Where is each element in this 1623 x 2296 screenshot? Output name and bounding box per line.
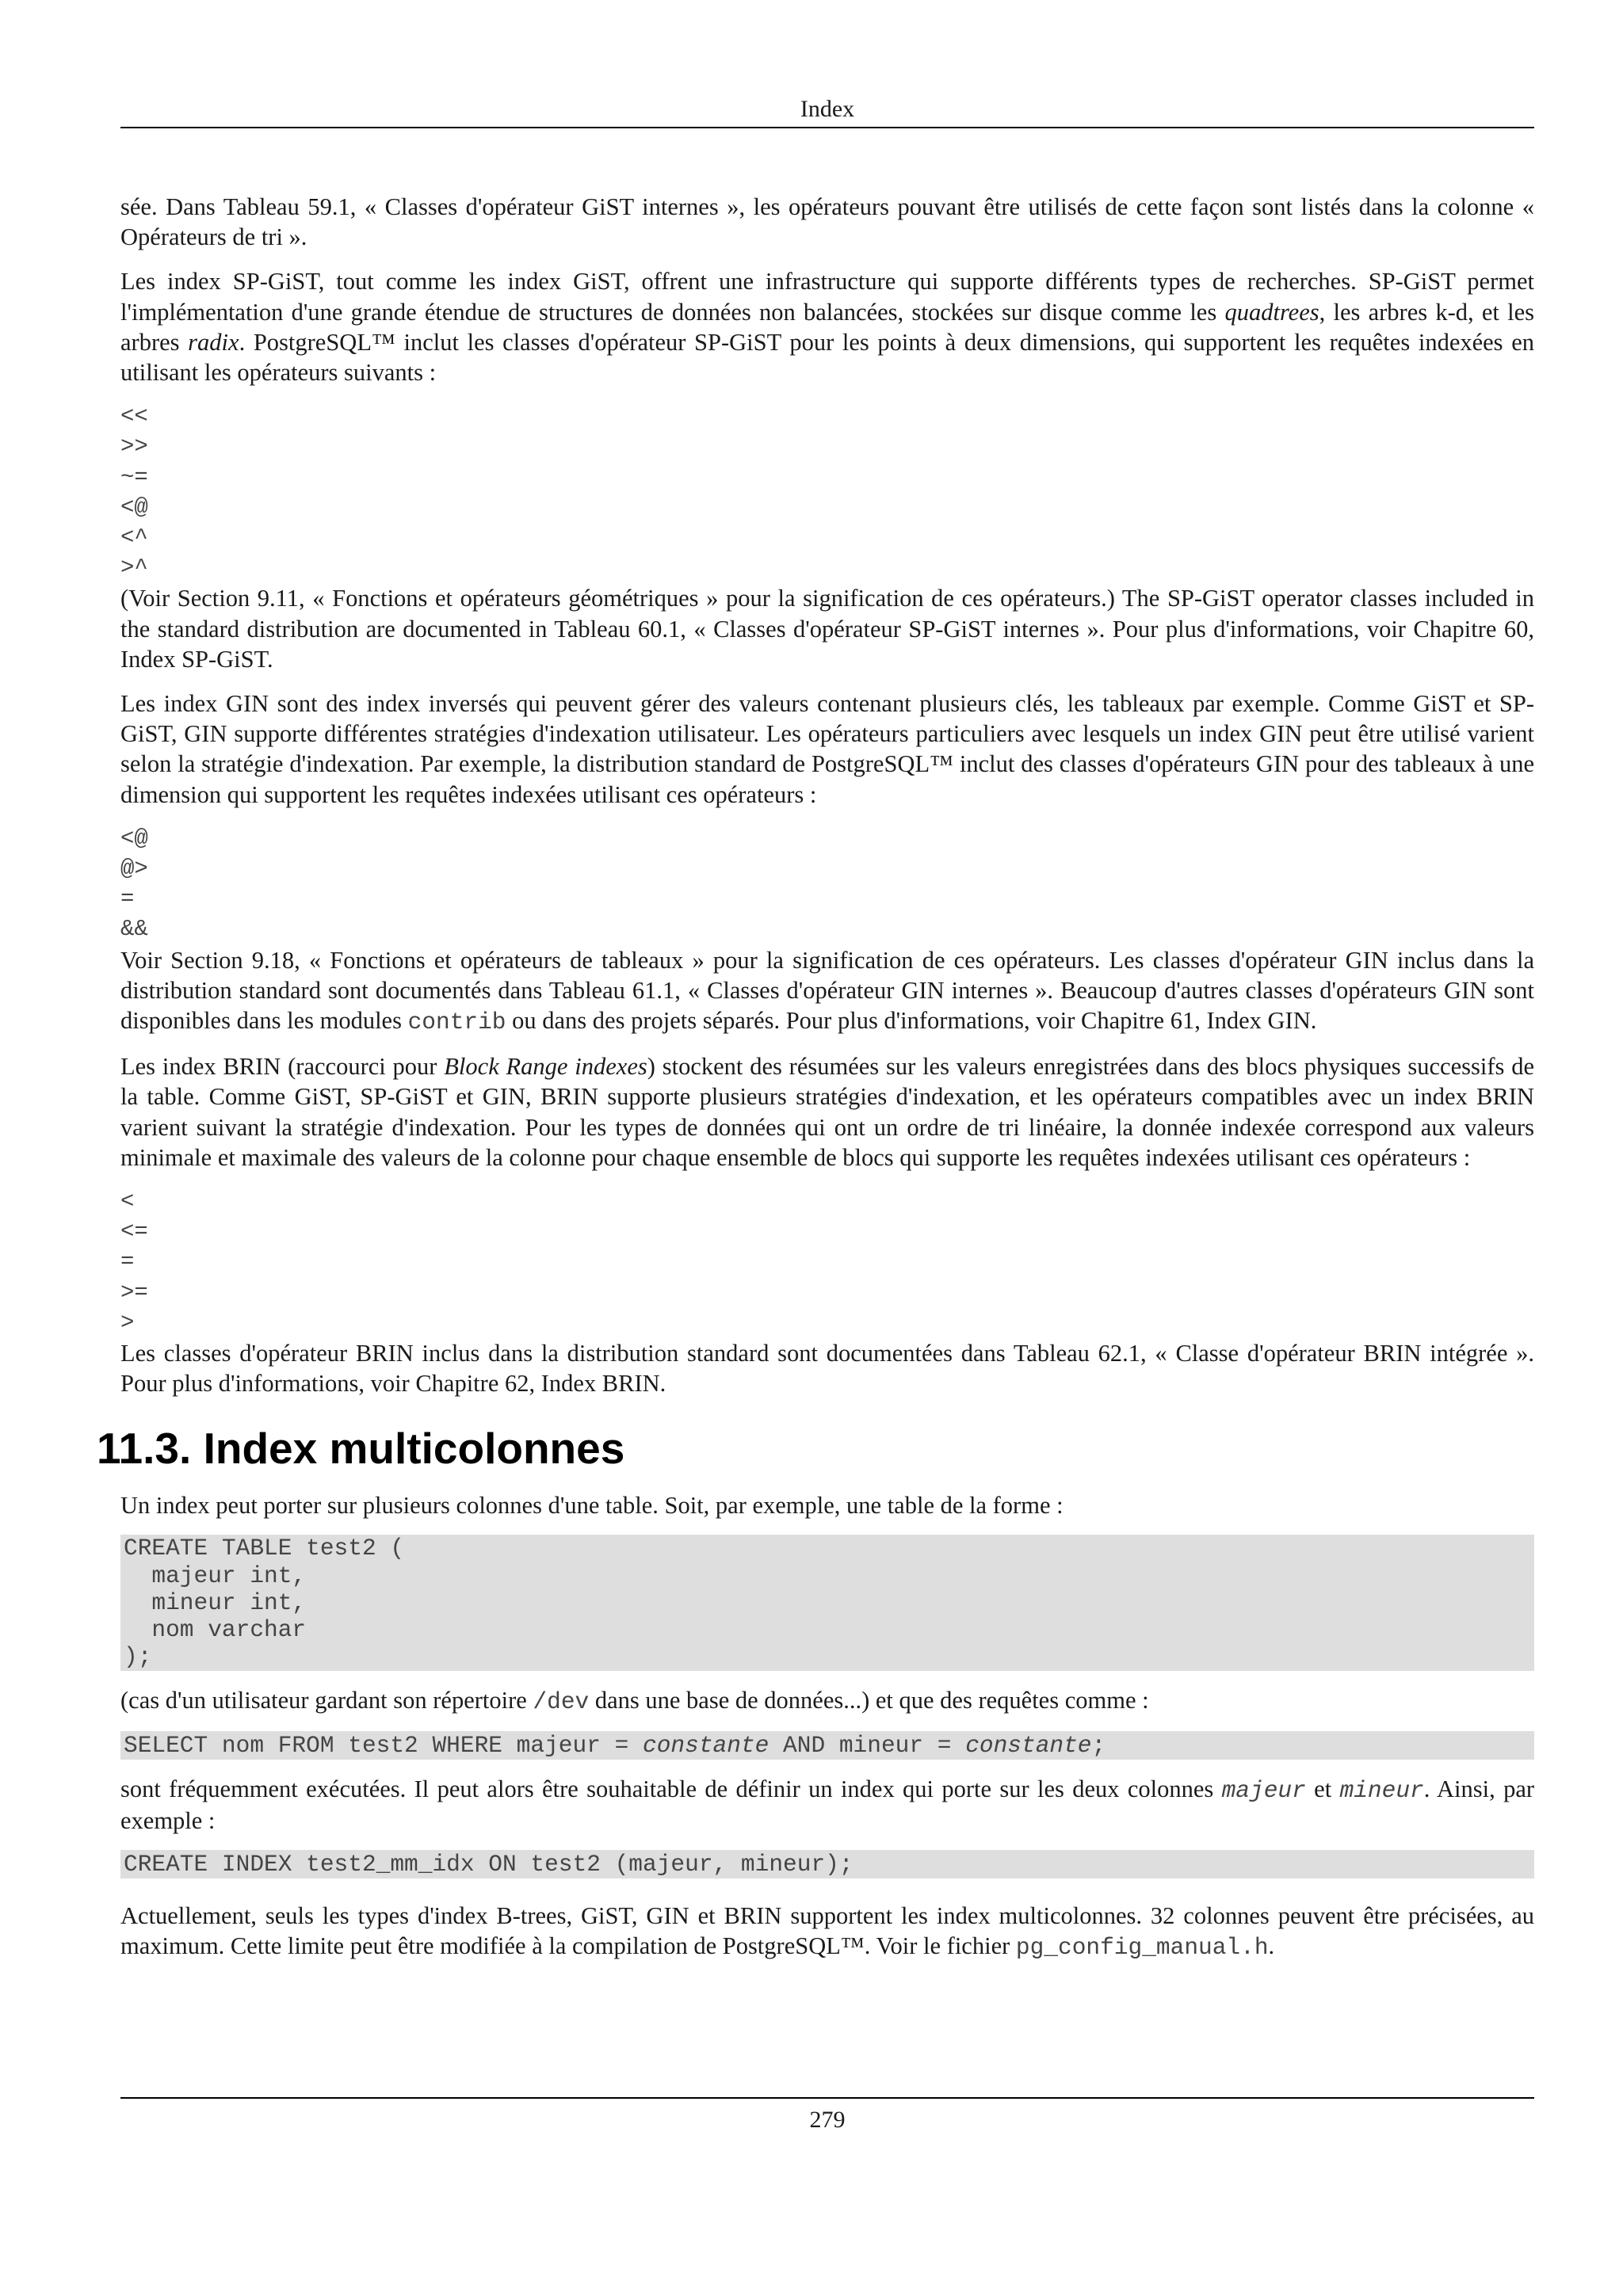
code-text: SELECT nom FROM test2 WHERE majeur = [124,1731,643,1759]
text: (Voir Section 9.11, « Fonctions et opérateurs géométriques » pour la signification de ces opérateurs.) The SP-GiST operator classes included in the standard distribution are documented in Tableau 60.1, « Classes d'opérateur SP-GiST internes ». Pour plus d'informations, voir Chapitre 60, Index SP-GiST. [120,585,1534,673]
text: . PostgreSQL™ inclut les classes d'opérateur SP-GiST pour les points à deux dimensions, qui supportent les requêtes indexées en utilisant les opérateurs suivants : [120,328,1534,387]
operator-item: <^ [120,524,148,551]
operator-item: @> [120,855,148,882]
operator-item: >> [120,433,148,460]
text: . Ainsi, par exemple : [120,1775,1535,1834]
operator-item: = [120,886,135,913]
text: Les index BRIN (raccourci pour [120,1053,445,1081]
paragraph-gin-reference [120,945,1534,1038]
text: Les classes d'opérateur BRIN inclus dans la distribution standard sont documentées dans Tableau 62.1, « Classe d'opérateur BRIN intégrée ». Pour plus d'informations, voir Chapitre 62, Index BRIN. [120,1339,1534,1398]
operator-item: <@ [120,494,148,521]
code-placeholder: constante [643,1731,769,1759]
operator-item: <@ [120,825,148,852]
text: et [1305,1775,1340,1802]
page-content [97,192,1535,1978]
operator-item: << [120,403,148,430]
operator-item: >= [120,1279,148,1306]
operator-item: < [120,1188,135,1215]
paragraph-multicolumn-intro [120,1490,1534,1520]
text: ) stockent des résumées sur les valeurs enregistrées dans des blocs physiques successifs de la table. Comme GiST, SP-GiST et GIN, BRIN supporte plusieurs stratégies d'indexation, et les opérateurs compatibles avec un index BRIN varient suivant la stratégie d'indexation. Pour les types de données qui ont un ordre de tri linéaire, la donnée indexée correspond aux valeurs minimale et maximale des valeurs de la colonne pour chaque ensemble de blocs qui supporte les requêtes indexées utilisant ces opérateurs : [120,1053,1534,1171]
inline-code-italic: majeur [1221,1776,1306,1804]
operator-item: && [120,916,148,943]
paragraph-multicolumn-limits [120,1901,1534,1962]
inline-code: /dev [533,1688,590,1715]
operator-list-brin [120,1187,1534,1338]
inline-code-italic: mineur [1339,1776,1424,1804]
text: Un index peut porter sur plusieurs colonnes d'une table. Soit, par exemple, une table de la forme : [120,1492,1064,1520]
spacer [120,1893,1534,1901]
text: dans une base de données...) et que des requêtes comme : [589,1686,1149,1714]
code-text: AND mineur = [769,1731,966,1759]
operator-item: <= [120,1219,148,1245]
text: sée. Dans Tableau 59.1, « Classes d'opérateur GiST internes », les opérateurs pouvant être utilisés de cette façon sont listés dans la colonne « Opérateurs de tri ». [120,193,1534,251]
text: Les index SP-GiST, tout comme les index GiST, offrent une infrastructure qui supporte différents types de recherches. SP-GiST permet l'implémentation d'une grande étendue de structures de données non balancées, stockées sur disque comme les [120,268,1534,326]
text: sont fréquemment exécutées. Il peut alors être souhaitable de définir un index qui porte sur les deux colonnes [120,1775,1222,1802]
header-rule [120,127,1534,128]
paragraph-brin-intro [120,1051,1534,1173]
emphasis-term: radix [188,328,239,356]
running-header: Index [800,96,855,122]
operator-item: = [120,1249,135,1276]
code-block-create-table: CREATE TABLE test2 ( majeur int, mineur int, nom varchar ); [120,1535,1534,1670]
inline-code: contrib [407,1008,506,1035]
text: ou dans des projets séparés. Pour plus d'informations, voir Chapitre 61, Index GIN. [506,1006,1317,1034]
code-text: ; [1091,1731,1106,1759]
operator-item: ~= [120,463,148,490]
code-block-create-index: CREATE INDEX test2_mm_idx ON test2 (majeur, mineur); [120,1850,1534,1878]
text: (cas d'un utilisateur gardant son répertoire [120,1686,533,1714]
operator-list-gin [120,824,1534,945]
paragraph-spgist-intro [120,266,1534,387]
paragraph-index-suggestion [120,1774,1534,1836]
paragraph-spgist-reference [120,583,1534,674]
operator-list-spgist [120,402,1534,583]
code-block-select [120,1731,1534,1760]
paragraph-brin-reference [120,1338,1534,1398]
text: Voir Section 9.18, « Fonctions et opérateurs de tableaux » pour la signification de ces opérateurs. Les classes d'opérateur GIN inclus dans la distribution standard sont documentés dans Tableau 61.1, « Classes d'opérateur GIN internes ». Beaucoup d'autres classes d'opérateurs GIN sont disponibles dans les modules [120,946,1534,1034]
operator-item: > [120,1309,135,1336]
operator-item: >^ [120,555,148,582]
text: , les arbres k-d, et les arbres [120,298,1535,356]
text: Actuellement, seuls les types d'index B-trees, GiST, GIN et BRIN supportent les index multicolonnes. 32 colonnes peuvent être précisées, au maximum. Cette limite peut être modifiée à la compilation de PostgreSQL™. Voir le fichier [120,1902,1534,1960]
page-number: 279 [809,2107,846,2133]
inline-code: pg_config_manual.h [1015,1934,1269,1962]
paragraph-query-example [120,1685,1534,1717]
text: . [1268,1932,1275,1960]
emphasis-term: Block Range indexes [444,1053,647,1081]
emphasis-term: quadtrees [1224,298,1319,326]
footer-rule [120,2097,1534,2099]
section-heading: 11.3. Index multicolonnes [97,1424,625,1474]
text: Les index GIN sont des index inversés qui peuvent gérer des valeurs contenant plusieurs clés, les tableaux par exemple. Comme GiST et SP-GiST, GIN supporte différentes stratégies d'indexation utilisateur. Les opérateurs particuliers avec lesquels un index GIN peut être utilisé varient selon la stratégie d'indexation. Par exemple, la distribution standard de PostgreSQL™ inclut des classes d'opérateurs GIN pour des tableaux à une dimension qui supportent les requêtes indexées utilisant ces opérateurs : [120,689,1534,808]
paragraph-gist-ordering [120,192,1534,252]
code-placeholder: constante [965,1731,1092,1759]
paragraph-gin-intro [120,688,1534,810]
